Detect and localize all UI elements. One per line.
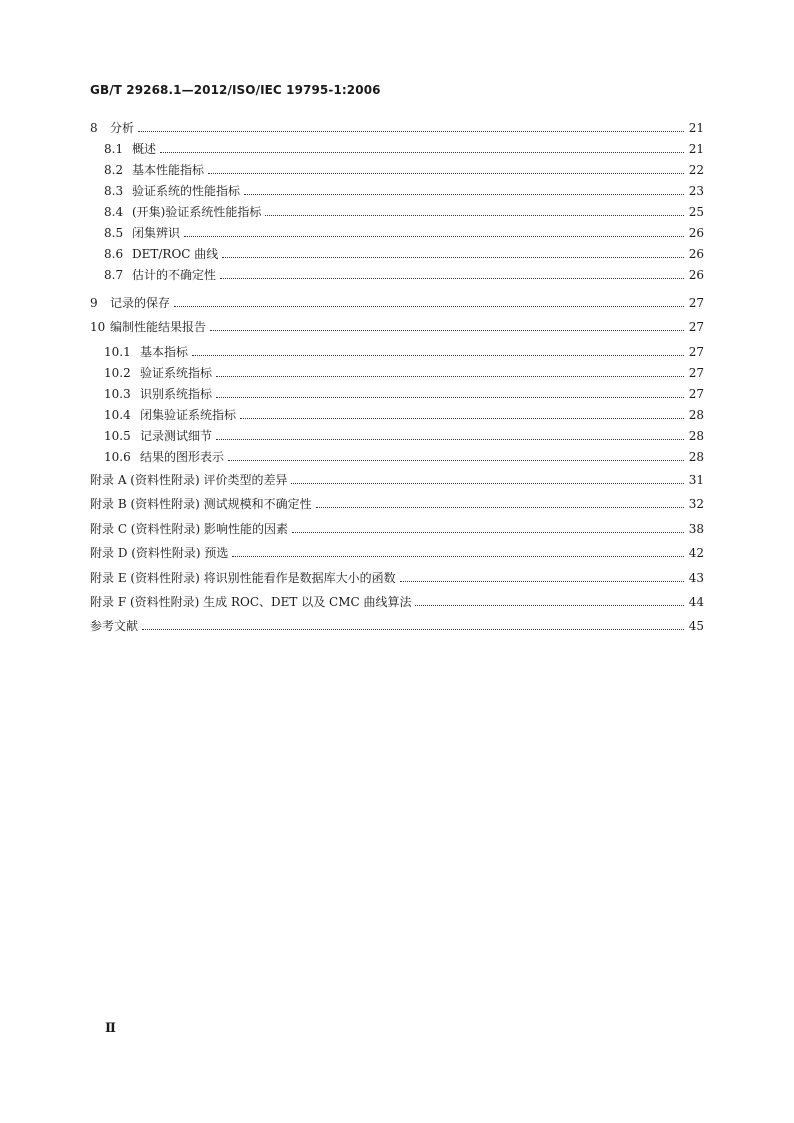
toc-entry[interactable] <box>90 139 704 159</box>
dot-leader <box>240 418 684 419</box>
dot-leader <box>291 483 684 484</box>
toc-entry-title: 结果的图形表示 <box>140 450 225 464</box>
toc-entry-page: 25 <box>688 205 704 219</box>
dot-leader <box>415 605 684 606</box>
toc-entry[interactable] <box>90 592 704 612</box>
toc-entry-page: 43 <box>688 571 704 585</box>
dot-leader <box>174 306 684 307</box>
toc-entry-title: 附录 A (资料性附录) 评价类型的差异 <box>90 473 288 487</box>
toc-entry-number: 10.6 <box>104 450 131 464</box>
document-header: GB/T 29268.1—2012/ISO/IEC 19795-1:2006 <box>90 83 381 97</box>
toc-entry-page: 28 <box>688 450 704 464</box>
toc-entry-page: 27 <box>688 320 704 334</box>
toc-entry-title: DET/ROC 曲线 <box>132 247 219 261</box>
toc-entry[interactable] <box>90 543 704 563</box>
toc-entry-title: (开集)验证系统性能指标 <box>132 205 262 219</box>
toc-entry[interactable] <box>90 426 704 446</box>
toc-entry-number: 8.6 <box>104 247 124 261</box>
dot-leader <box>220 278 684 279</box>
toc-entry[interactable] <box>90 160 704 180</box>
toc-entry-title: 概述 <box>132 142 157 156</box>
toc-entry-number: 8.2 <box>104 163 124 177</box>
dot-leader <box>244 194 684 195</box>
dot-leader <box>232 556 684 557</box>
toc-entry[interactable] <box>90 363 704 383</box>
toc-entry-number: 8 <box>90 121 98 135</box>
toc-entry[interactable] <box>90 470 704 490</box>
dot-leader <box>216 397 684 398</box>
toc-entry-number: 8.5 <box>104 226 124 240</box>
toc-entry-number: 10 <box>90 320 106 334</box>
toc-entry-title: 闭集辨识 <box>132 226 181 240</box>
toc-entry[interactable] <box>90 265 704 285</box>
toc-entry[interactable] <box>90 494 704 514</box>
toc-entry-number: 8.4 <box>104 205 124 219</box>
dot-leader <box>208 173 684 174</box>
toc-entry-title: 估计的不确定性 <box>132 268 217 282</box>
toc-entry-number: 10.1 <box>104 345 131 359</box>
toc-entry-title: 附录 B (资料性附录) 测试规模和不确定性 <box>90 497 312 511</box>
toc-entry-page: 27 <box>688 366 704 380</box>
toc-entry-title: 基本指标 <box>140 345 189 359</box>
toc-entry-number: 8.3 <box>104 184 124 198</box>
toc-entry[interactable] <box>90 223 704 243</box>
toc-entry-page: 21 <box>688 142 704 156</box>
dot-leader <box>192 355 684 356</box>
toc-entry-page: 23 <box>688 184 704 198</box>
toc-entry-title: 分析 <box>110 121 135 135</box>
toc-entry-title: 识别系统指标 <box>140 387 213 401</box>
toc-entry-title: 闭集验证系统指标 <box>140 408 237 422</box>
toc-entry-page: 45 <box>688 619 704 633</box>
toc-entry[interactable] <box>90 342 704 362</box>
toc-entry[interactable] <box>90 181 704 201</box>
page-number: Ⅱ <box>105 1021 116 1036</box>
toc-entry-page: 32 <box>688 497 704 511</box>
toc-entry-page: 27 <box>688 296 704 310</box>
toc-entry-title: 验证系统指标 <box>140 366 213 380</box>
toc-entry-title: 附录 E (资料性附录) 将识别性能看作是数据库大小的函数 <box>90 571 396 585</box>
toc-entry[interactable] <box>90 317 704 337</box>
dot-leader <box>184 236 684 237</box>
dot-leader <box>265 215 684 216</box>
toc-entry-page: 26 <box>688 268 704 282</box>
toc-entry-page: 26 <box>688 247 704 261</box>
toc-entry-page: 44 <box>688 595 704 609</box>
toc-entry-number: 9 <box>90 296 98 310</box>
toc-entry[interactable] <box>90 405 704 425</box>
toc-entry-number: 8.1 <box>104 142 124 156</box>
toc-entry-title: 记录的保存 <box>110 296 171 310</box>
toc-entry-number: 10.2 <box>104 366 131 380</box>
toc-entry-title: 记录测试细节 <box>140 429 213 443</box>
toc-entry-number: 8.7 <box>104 268 124 282</box>
dot-leader <box>142 629 684 630</box>
toc-entry[interactable] <box>90 202 704 222</box>
dot-leader <box>228 460 684 461</box>
toc-entry-page: 27 <box>688 387 704 401</box>
toc-entry-title: 附录 D (资料性附录) 预选 <box>90 546 229 560</box>
dot-leader <box>210 330 684 331</box>
toc-entry-title: 附录 F (资料性附录) 生成 ROC、DET 以及 CMC 曲线算法 <box>90 595 412 609</box>
toc-entry[interactable] <box>90 293 704 313</box>
toc-entry-page: 31 <box>688 473 704 487</box>
toc-entry-page: 42 <box>688 546 704 560</box>
toc-entry[interactable] <box>90 384 704 404</box>
toc-entry-title: 附录 C (资料性附录) 影响性能的因素 <box>90 522 288 536</box>
dot-leader <box>222 257 684 258</box>
dot-leader <box>160 152 684 153</box>
dot-leader <box>138 131 684 132</box>
toc-entry[interactable] <box>90 568 704 588</box>
toc-entry-page: 27 <box>688 345 704 359</box>
toc-entry-page: 26 <box>688 226 704 240</box>
dot-leader <box>400 581 684 582</box>
toc-entry-page: 28 <box>688 429 704 443</box>
dot-leader <box>216 376 684 377</box>
dot-leader <box>216 439 684 440</box>
toc-entry-title: 基本性能指标 <box>132 163 205 177</box>
toc-entry-page: 38 <box>688 522 704 536</box>
toc-entry[interactable] <box>90 447 704 467</box>
toc-entry-title: 编制性能结果报告 <box>110 320 207 334</box>
toc-entry-number: 10.4 <box>104 408 131 422</box>
toc-entry-page: 28 <box>688 408 704 422</box>
toc-entry-title: 参考文献 <box>90 619 139 633</box>
dot-leader <box>292 532 684 533</box>
toc-entry-page: 21 <box>688 121 704 135</box>
toc-entry-number: 10.3 <box>104 387 131 401</box>
toc-entry-page: 22 <box>688 163 704 177</box>
toc-entry[interactable] <box>90 519 704 539</box>
toc-entry[interactable] <box>90 616 704 636</box>
toc-entry[interactable] <box>90 244 704 264</box>
toc-entry-title: 验证系统的性能指标 <box>132 184 241 198</box>
toc-entry-number: 10.5 <box>104 429 131 443</box>
toc-entry[interactable] <box>90 118 704 138</box>
dot-leader <box>316 507 684 508</box>
